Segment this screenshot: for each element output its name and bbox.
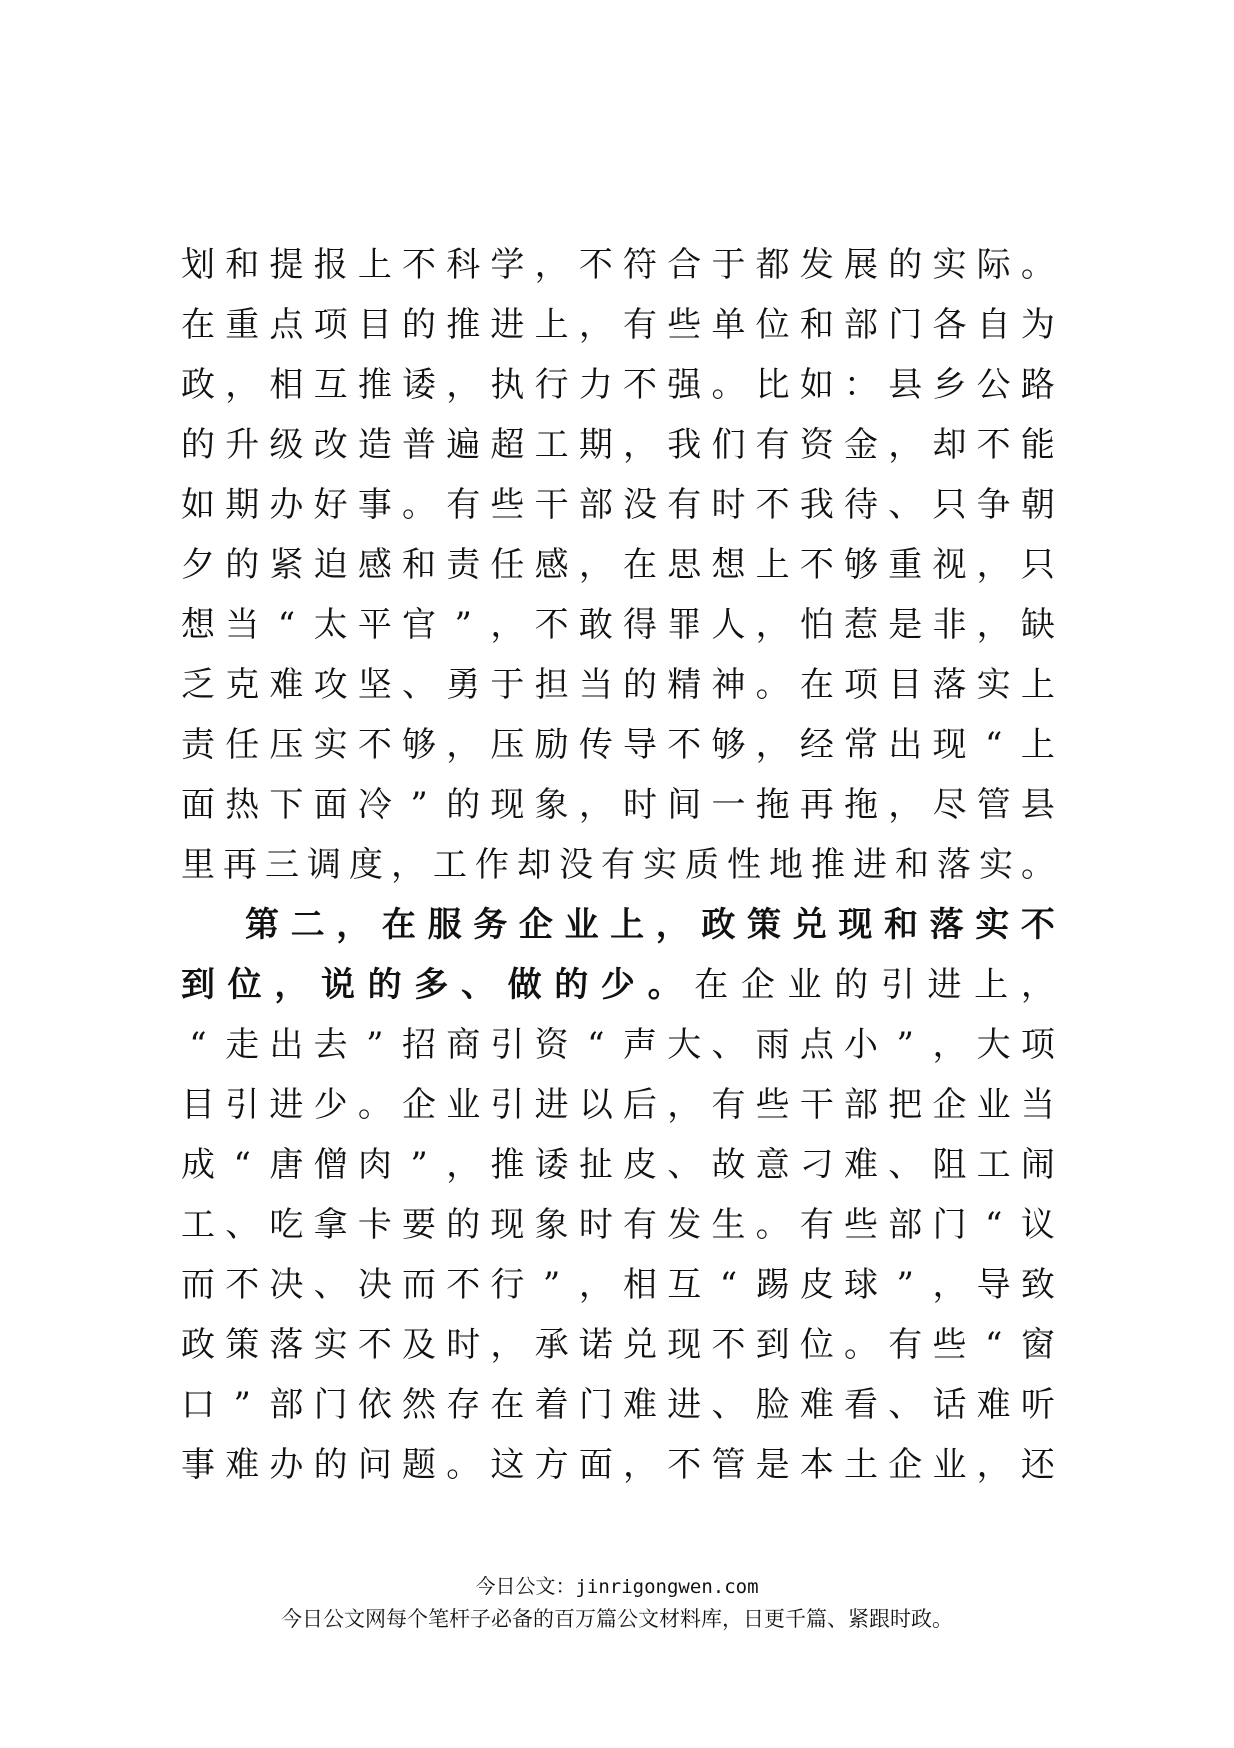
text-line: 政 ， 相 互 推 诿 ， 执 行 力 不 强 。 比 如 ： 县 乡 公 路 [181,365,1055,405]
text-line: 如 期 办 好 事 。 有 些 干 部 没 有 时 不 我 待 、 只 争 朝 [181,485,1055,525]
text-line: 划 和 提 报 上 不 科 学 ， 不 符 合 于 都 发 展 的 实 际 。 [181,245,1055,285]
text-line: 而 不 决 、 决 而 不 行 ” ， 相 互 “ 踢 皮 球 ” ， 导 致 [181,1265,1055,1305]
footer-site-label: 今日公文： [475,1574,576,1598]
footer-slogan: 今日公文网每个笔杆子必备的百万篇公文材料库，日更千篇、紧跟时政。 [281,1607,953,1631]
footer-site-line [0,1572,1234,1600]
text-line: 工 、 吃 拿 卡 要 的 现 象 时 有 发 生 。 有 些 部 门 “ 议 [181,1205,1055,1245]
footer-site-url[interactable]: jinrigongwen.com [575,1576,759,1598]
text-line: 口 ” 部 门 依 然 存 在 着 门 难 进 、 脸 难 看 、 话 难 听 [181,1385,1055,1425]
text-line: “ 走 出 去 ” 招 商 引 资 “ 声 大 、 雨 点 小 ” ， 大 项 [189,1025,1055,1065]
text-line: 夕 的 紧 迫 感 和 责 任 感 ， 在 思 想 上 不 够 重 视 ， 只 [181,545,1055,585]
text-line: 在 重 点 项 目 的 推 进 上 ， 有 些 单 位 和 部 门 各 自 为 [181,305,1055,345]
document-body [178,235,1058,1495]
text-line: 政 策 落 实 不 及 时 ， 承 诺 兑 现 不 到 位 。 有 些 “ 窗 [181,1325,1055,1365]
text-line: 想 当 “ 太 平 官 ” ， 不 敢 得 罪 人 ， 怕 惹 是 非 ， 缺 [181,605,1055,645]
text-line: 的 升 级 改 造 普 遍 超 工 期 ， 我 们 有 资 金 ， 却 不 能 [181,425,1055,465]
text-line: 第 二 ， 在 服 务 企 业 上 ， 政 策 兑 现 和 落 实 不 [245,905,1055,945]
text-line: 事 难 办 的 问 题 。 这 方 面 ， 不 管 是 本 土 企 业 ， 还 [181,1445,1055,1485]
text-line: 到 位 ， 说 的 多 、 做 的 少 。 在 企 业 的 引 进 上 ， [181,965,1055,1005]
text-line: 成 “ 唐 僧 肉 ” ， 推 诿 扯 皮 、 故 意 刁 难 、 阻 工 闹 [181,1145,1055,1185]
text-line: 责 任 压 实 不 够 ， 压 励 传 导 不 够 ， 经 常 出 现 “ 上 [181,725,1055,765]
text-line: 乏 克 难 攻 坚 、 勇 于 担 当 的 精 神 。 在 项 目 落 实 上 [181,665,1055,705]
text-line: 面 热 下 面 冷 ” 的 现 象 ， 时 间 一 拖 再 拖 ， 尽 管 县 [181,785,1055,825]
text-line: 目 引 进 少 。 企 业 引 进 以 后 ， 有 些 干 部 把 企 业 当 [181,1085,1055,1125]
text-line: 里 再 三 调 度 ， 工 作 却 没 有 实 质 性 地 推 进 和 落 实 。 [181,845,1055,885]
